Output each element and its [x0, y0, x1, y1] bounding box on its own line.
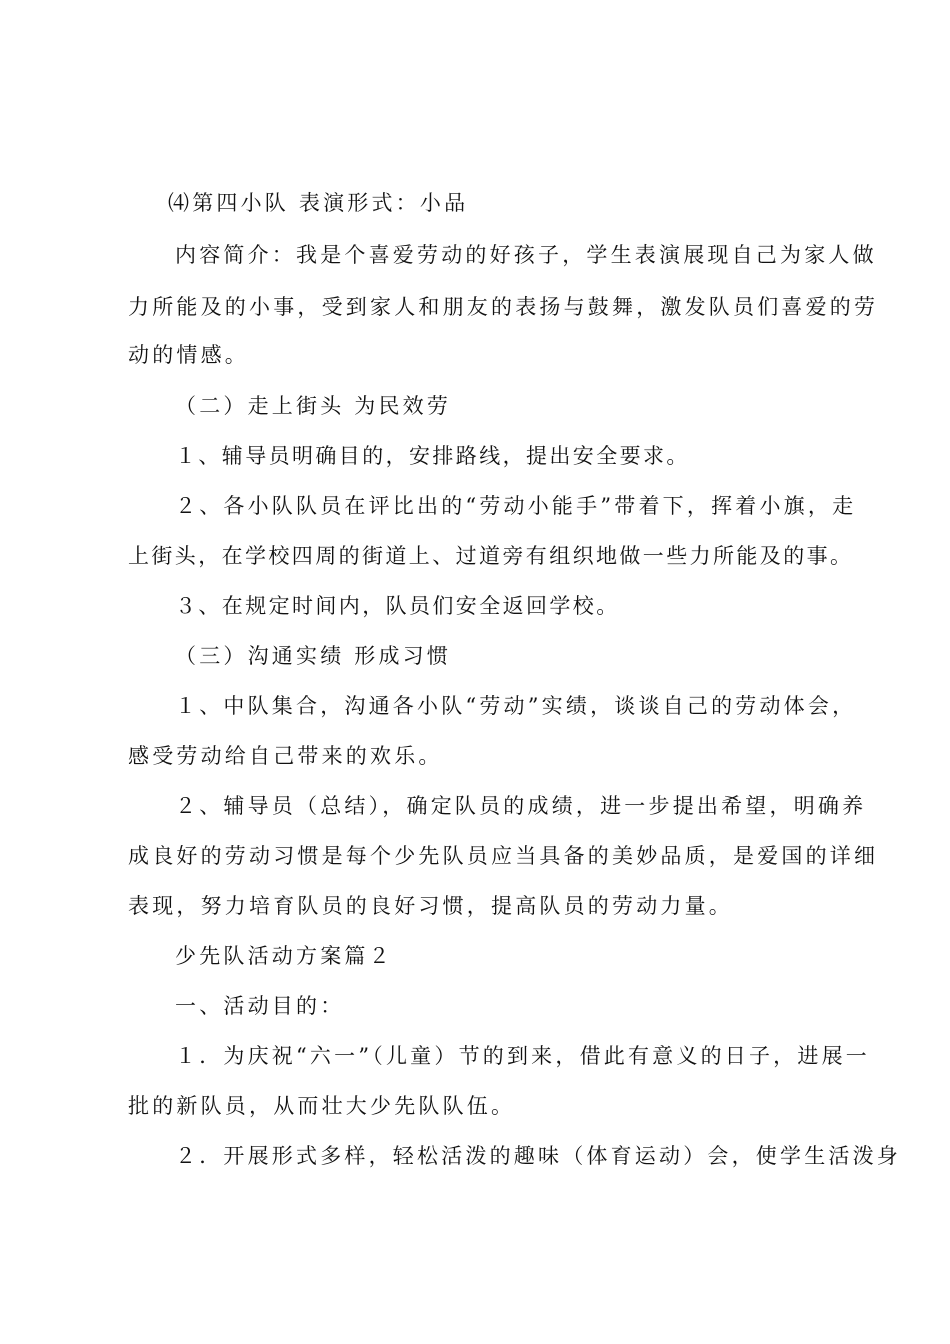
paragraph-line: 批的新队员，从而壮大少先队队伍。: [128, 1094, 516, 1118]
paragraph-line: 动的情感。: [128, 343, 249, 367]
section-heading-two: （二）走上街头 为民效劳: [175, 394, 452, 418]
paragraph-line: 内容简介：我是个喜爱劳动的好孩子，学生表演展现自己为家人做: [175, 243, 877, 267]
paragraph-line: 成良好的劳动习惯是每个少先队员应当具备的美妙品质，是爱国的详细: [128, 844, 879, 868]
paragraph-line: 表现，努力培育队员的良好习惯，提高队员的劳动力量。: [128, 894, 733, 918]
paragraph-line: １、中队集合，沟通各小队“劳动”实绩，谈谈自己的劳动体会，: [175, 694, 857, 718]
paragraph-line: ２、辅导员（总结），确定队员的成绩，进一步提出希望，明确养: [175, 794, 867, 818]
section-heading-purpose: 一、活动目的：: [175, 994, 345, 1018]
paragraph-line: 感受劳动给自己带来的欢乐。: [128, 744, 443, 768]
paragraph-line: 上街头，在学校四周的街道上、过道旁有组织地做一些力所能及的事。: [128, 544, 854, 568]
paragraph-line: 力所能及的小事，受到家人和朋友的表扬与鼓舞，激发队员们喜爱的劳: [128, 295, 879, 319]
paragraph-line: １、辅导员明确目的，安排路线，提出安全要求。: [175, 444, 690, 468]
paragraph-heading-fourth-team: ⑷第四小队 表演形式：小品: [168, 191, 469, 215]
paragraph-line: ２、各小队队员在评比出的“劳动小能手”带着下，挥着小旗，走: [175, 494, 857, 518]
section-heading-three: （三）沟通实绩 形成习惯: [175, 644, 452, 668]
paragraph-line: １．为庆祝“六一”（儿童）节的到来，借此有意义的日子，进展一: [175, 1044, 870, 1068]
paragraph-line: ２．开展形式多样，轻松活泼的趣味（体育运动）会，使学生活泼身: [175, 1144, 901, 1168]
paragraph-line: ３、在规定时间内，队员们安全返回学校。: [175, 594, 620, 618]
section-title-plan-two: 少先队活动方案篇２: [175, 944, 393, 968]
